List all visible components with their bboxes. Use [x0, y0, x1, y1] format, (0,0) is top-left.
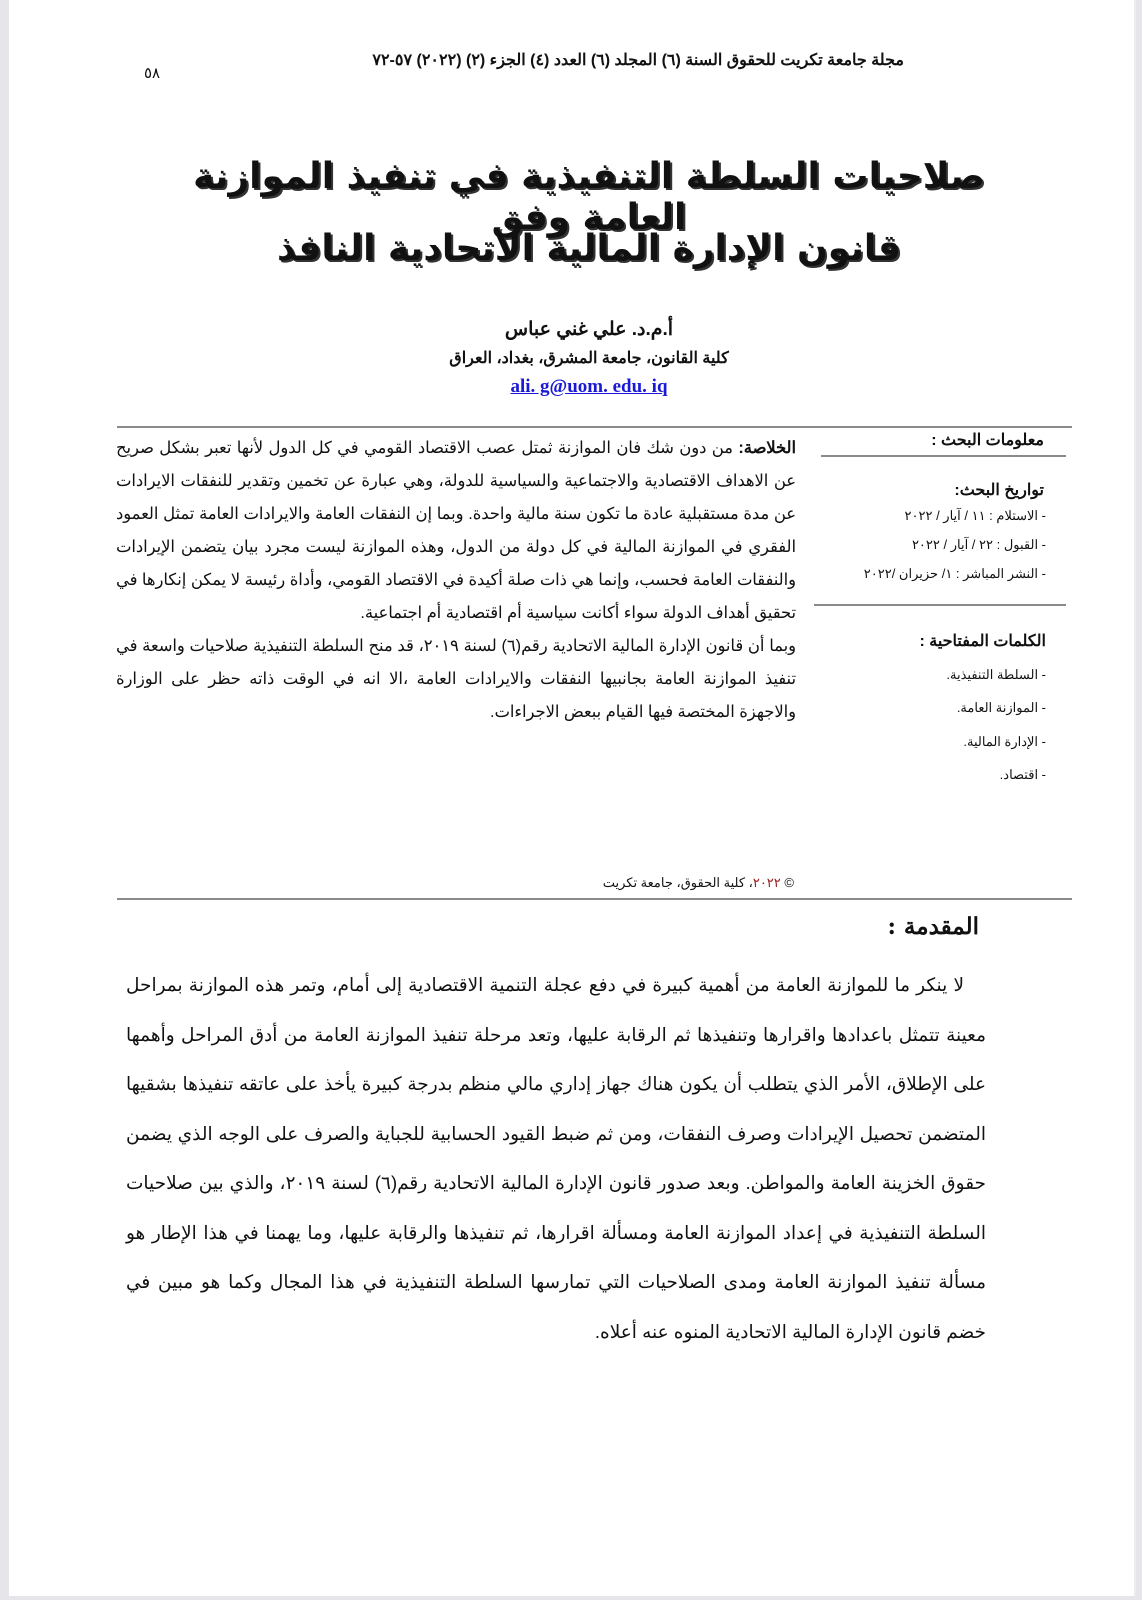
page-number: ٥٨ [144, 64, 161, 82]
journal-header: مجلة جامعة تكريت للحقوق السنة (٦) المجلد (٦) العدد (٤) الجزء (٢) (٢٠٢٢) ٥٧-٧٢ [372, 52, 904, 69]
sidebar-divider [821, 455, 1066, 457]
introduction-heading: المقدمة : [887, 913, 979, 940]
abstract [116, 432, 796, 729]
abstract-text: من دون شك فان الموازنة ثمتل عصب الاقتصاد القومي في كل الدول لأنها تعبر بشكل صريح عن الاهداف الاقتصادية والاجتماعية والسياسية للدولة، وهي عبارة عن تخمين وتقدير للنفقات الايرادات عن مدة مستقبلية عادة ما تكون سنة مالية واحدة. وبما إن النفقات العامة والايرادات العامة تمثل العمود الفقري في الموازنة المالية في كل دولة من الدول، وهذه الموازنة ليست مجرد بيان يتضمن الإيرادات والنفقات العامة فحسب، وإنما هي ذات صلة أكيدة في الاقتصاد القومي، وأداة رئيسة لا يمكن إنكارها في تحقيق أهداف الدولة سواء أكانت سياسية أم اقتصادية أم اجتماعية. [116, 439, 796, 622]
keyword-item: - الموازنة العامة. [956, 700, 1046, 715]
copyright-year: ٢٠٢٢ [752, 875, 781, 890]
document-page [9, 0, 1136, 1596]
date-published: - النشر المباشر : ١/ حزيران /٢٠٢٢ [863, 566, 1046, 581]
research-info-heading: معلومات البحث : [931, 432, 1044, 449]
abstract-paragraph [116, 432, 796, 630]
divider-top [117, 426, 1072, 428]
abstract-paragraph: وبما أن قانون الإدارة المالية الاتحادية رقم(٦) لسنة ٢٠١٩، قد منح السلطة التنفيذية صلاحيات واسعة في تنفيذ الموازنة العامة بجانبيها النفقات والايرادات العامة ،الا انه في الوقت ذاته حظر على الوزارة والاجهزة المختصة فيها القيام ببعض الاجراءات. [116, 637, 796, 721]
date-received: - الاستلام : ١١ / آيار / ٢٠٢٢ [904, 508, 1046, 523]
copyright-icon: © [784, 875, 794, 890]
abstract-label: الخلاصة: [738, 439, 796, 457]
research-dates-heading: تواريخ البحث: [954, 482, 1044, 499]
keyword-item: - الإدارة المالية. [963, 734, 1046, 749]
article-title-line-1: صلاحيات السلطة التنفيذية في تنفيذ الموازنة العامة وفق [193, 156, 985, 238]
author-affiliation: كلية القانون، جامعة المشرق، بغداد، العراق [449, 350, 729, 367]
author-name: أ.م.د. علي غني عباس [504, 319, 674, 340]
copyright-notice [603, 875, 794, 891]
sidebar-divider [814, 604, 1066, 606]
date-accepted: - القبول : ٢٢ / آيار / ٢٠٢٢ [911, 537, 1046, 552]
keyword-item: - اقتصاد. [999, 767, 1046, 782]
copyright-text: ، كلية الحقوق، جامعة تكريت [602, 875, 753, 890]
introduction-paragraph: لا ينكر ما للموازنة العامة من أهمية كبيرة في دفع عجلة التنمية الاقتصادية إلى أمام، وتمر هذه الموازنة بمراحل معينة تتمثل باعدادها واقرارها وتنفيذها ثم الرقابة عليها، وتعد مرحلة تنفيذ الموازنة العامة من أدق المراحل وأهمها على الإطلاق، الأمر الذي يتطلب أن يكون هناك جهاز إداري مالي منظم بدرجة كبيرة يأخذ على عاتقه تنفيذها بشقيها المتضمن تحصيل الإيرادات وصرف النفقات، ومن ثم ضبط القيود الحسابية للجباية والصرف على الوجه الذي يضمن حقوق الخزينة العامة والمواطن. وبعد صدور قانون الإدارة المالية الاتحادية رقم(٦) لسنة ٢٠١٩، والذي بين صلاحيات السلطة التنفيذية في إعداد الموازنة العامة ومسألة اقرارها، ثم تنفيذها والرقابة عليها، وما يهمنا في هذا الإطار هو مسألة تنفيذ الموازنة العامة ومدى الصلاحيات التي تمارسها السلطة التنفيذية في هذا المجال وكما هو مبين في خضم قانون الإدارة المالية الاتحادية المنوه عنه أعلاه. [126, 974, 986, 1342]
keyword-item: - السلطة التنفيذية. [946, 667, 1046, 682]
author-email-link[interactable]: ali. g@uom. edu. iq [510, 376, 668, 397]
article-title-line-2: قانون الإدارة المالية الاتحادية النافذ [277, 228, 901, 269]
divider-bottom [117, 898, 1072, 900]
keywords-heading: الكلمات المفتاحية : [919, 633, 1046, 650]
introduction-body [126, 960, 986, 1356]
